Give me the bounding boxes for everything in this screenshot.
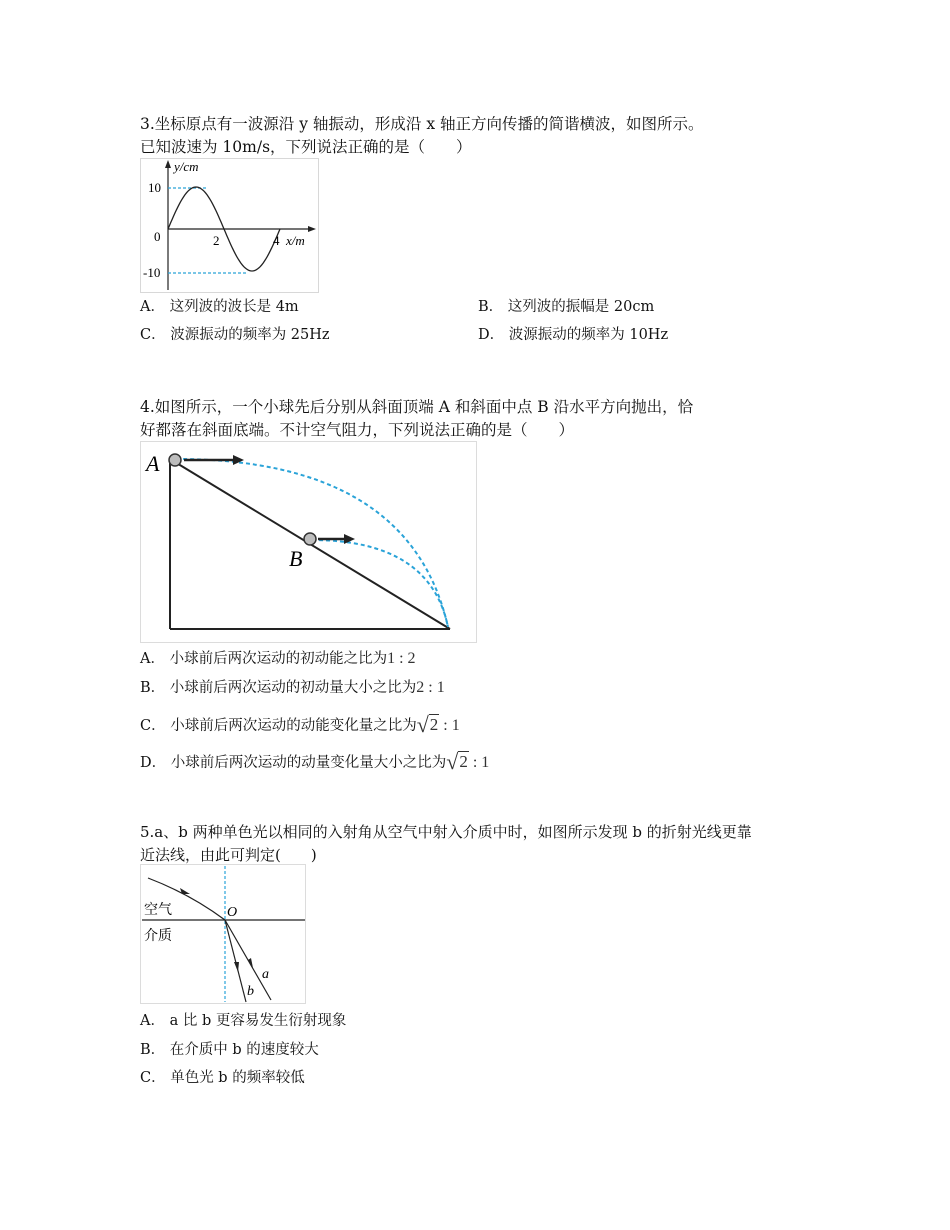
q3-tick-4: 4 [273,233,280,248]
q5-option-a[interactable]: A． a 比 b 更容易发生衍射现象 [140,1013,347,1029]
q5-label-medium: 介质 [144,929,172,944]
q4-incline-figure [140,441,478,643]
q4-option-c-text: C． 小球前后两次运动的动能变化量之比为 [140,718,417,734]
q4-ball-b [304,533,316,545]
q4-ball-a [169,454,181,466]
q4-trajectory-b [312,540,448,627]
q5-stem-line1: 5.a、b 两种单色光以相同的入射角从空气中射入介质中时，如图所示发现 b 的折射光线更靠 [140,823,752,841]
q4-option-a-text: A． 小球前后两次运动的初动能之比为 [140,651,388,667]
q3-option-c[interactable]: C． 波源振动的频率为 25Hz [140,327,330,343]
q4-option-d-sqrt: √2 [446,749,468,774]
q5-label-o: O [227,905,238,920]
q4-option-c[interactable] [140,713,460,736]
q3-tick-neg10: -10 [143,265,161,280]
q3-option-b[interactable]: B． 这列波的振幅是 20cm [478,299,655,315]
q4-label-a: A [146,451,160,476]
q3-tick-2: 2 [213,233,220,248]
q4-option-a-ratio: 1 : 2 [387,650,416,667]
q3-stem-line2: 已知波速为 10m/s，下列说法正确的是（ ） [140,138,472,156]
q5-refraction-figure [140,864,307,1004]
q4-option-a[interactable] [140,649,416,669]
q3-x-label: x/m [286,233,305,248]
q4-option-b-text: B． 小球前后两次运动的初动量大小之比为 [140,680,417,696]
q5-label-b: b [247,984,254,999]
q3-tick-10: 10 [148,180,161,195]
q3-y-label: y/cm [174,159,199,174]
q3-option-a[interactable]: A． 这列波的波长是 4m [140,299,299,315]
q4-option-b-ratio: 2 : 1 [416,679,445,696]
q5-label-air: 空气 [144,903,172,918]
q5-label-a: a [262,967,269,982]
q4-option-b[interactable] [140,678,445,698]
q5-stem-line2: 近法线，由此可判定( ) [140,846,317,864]
q3-tick-0: 0 [154,229,161,244]
q4-option-c-sqrt: √2 [416,712,439,737]
q4-option-d[interactable] [140,750,489,773]
q4-label-b: B [289,546,303,571]
q4-option-c-rest: : 1 [439,717,460,734]
q3-option-d[interactable]: D． 波源振动的频率为 10Hz [478,327,669,343]
q5-ray-b [225,920,246,1002]
q4-stem-line2: 好都落在斜面底端。不计空气阻力，下列说法正确的是（ ） [140,421,575,439]
q5-option-c[interactable]: C． 单色光 b 的频率较低 [140,1070,305,1086]
q5-option-b[interactable]: B． 在介质中 b 的速度较大 [140,1042,319,1058]
q3-stem-line1: 3.坐标原点有一波源沿 y 轴振动，形成沿 x 轴正方向传播的简谐横波，如图所示。 [140,115,704,133]
q4-stem-line1: 4.如图所示，一个小球先后分别从斜面顶端 A 和斜面中点 B 沿水平方向抛出，恰 [140,398,694,416]
q4-option-d-rest: : 1 [468,754,490,771]
q3-wave-figure [140,158,320,293]
q4-option-d-text: D． 小球前后两次运动的动量变化量大小之比为 [140,755,447,771]
